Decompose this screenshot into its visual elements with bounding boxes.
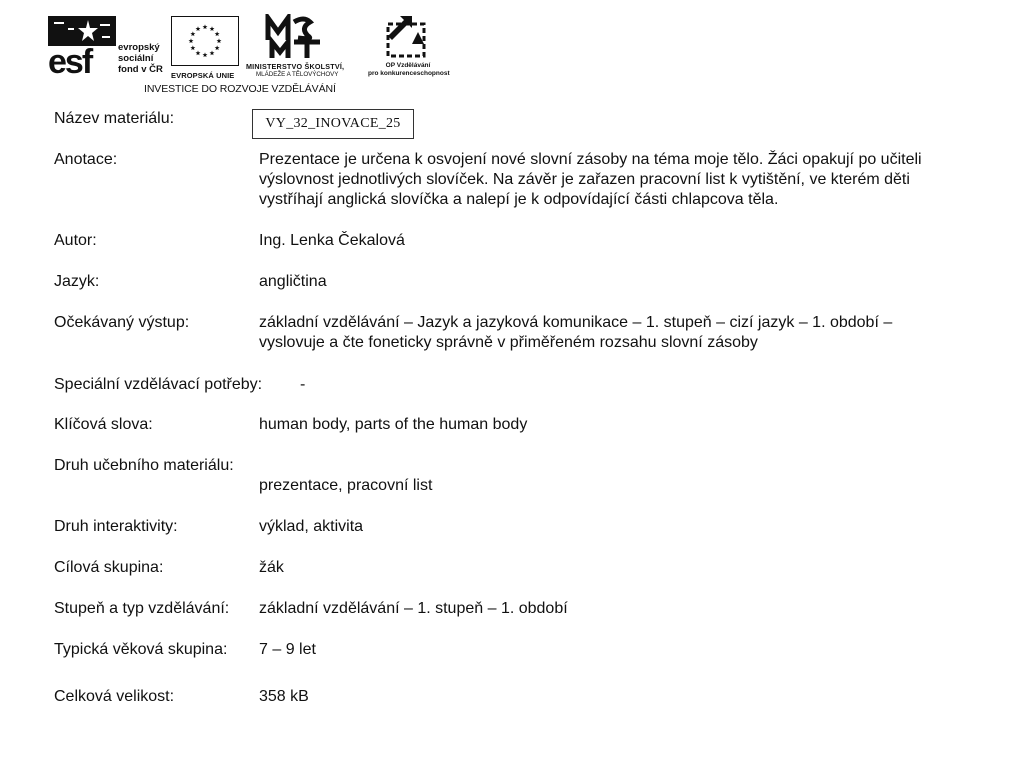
esf-words: evropský sociální fond v ČR (118, 42, 163, 75)
svg-text:esf: esf (48, 43, 92, 74)
eu-star-icon (210, 26, 215, 31)
field-value: prezentace, pracovní list (259, 477, 433, 494)
field-label: Anotace: (54, 151, 118, 168)
eu-star-icon (196, 26, 201, 31)
field-value: 7 – 9 let (259, 641, 316, 658)
field-value: základní vzdělávání – 1. stupeň – 1. období (259, 600, 568, 617)
field-value: human body, parts of the human body (259, 416, 528, 433)
field-label: Jazyk: (54, 273, 100, 290)
eu-star-icon (217, 38, 222, 43)
field-label: Očekávaný výstup: (54, 314, 190, 331)
field-value: základní vzdělávání – Jazyk a jazyková komunikace – 1. stupeň – cizí jazyk – 1. období – vyslovuje a čte foneticky správně v přiměřeném rozsahu slovní zásoby (259, 314, 893, 351)
eu-star-icon (203, 24, 208, 29)
field-label: Klíčová slova: (54, 416, 153, 433)
eu-star-icon (190, 31, 195, 36)
eu-star-icon (215, 45, 220, 50)
material-code-box: VY_32_INOVACE_25 (252, 109, 414, 139)
eu-star-icon (215, 31, 220, 36)
field-label: Druh učebního materiálu: (54, 457, 234, 474)
logo-strip: esf evropský sociální fond v ČR EVROPSKÁ UNIE MINISTERSTVO ŠKOLSTVÍ, MLÁDEŽE A TĚLOVÝCHOVY OP Vzdělávání pro konkurenceschopnost INVESTICE DO ROZVOJE VZDĚLÁVÁNÍ (48, 14, 448, 100)
eu-flag-icon (171, 16, 239, 66)
field-value: žák (259, 559, 284, 576)
field-value: Prezentace je určena k osvojení nové slovní zásoby na téma moje tělo. Žáci opakují po učiteli výslovnost jednotlivých slovíček. Na závěr je zařazen pracovní list k vytištění, ve kterém děti vystříhají anglická slovíčka a nalepí je k odpovídající části chlapcova těla. (259, 151, 922, 208)
eu-star-icon (190, 45, 195, 50)
op-arrow-icon (382, 14, 434, 60)
field-label: Celková velikost: (54, 688, 175, 705)
field-label: Druh interaktivity: (54, 518, 178, 535)
field-value: angličtina (259, 273, 327, 290)
eu-caption: EVROPSKÁ UNIE (171, 71, 235, 80)
field-value: Ing. Lenka Čekalová (259, 232, 405, 249)
eu-logo (171, 16, 241, 80)
esf-mark-icon (48, 16, 116, 74)
material-name-label: Název materiálu: (54, 110, 175, 127)
field-label: Autor: (54, 232, 97, 249)
field-label: Speciální vzdělávací potřeby: (54, 376, 263, 393)
eu-star-icon (196, 51, 201, 56)
field-value: výklad, aktivita (259, 518, 364, 535)
eu-star-icon (189, 38, 194, 43)
field-value: - (300, 376, 306, 393)
esf-logo (48, 16, 166, 76)
field-value: 358 kB (259, 688, 309, 705)
msmt-monogram-icon (264, 14, 334, 60)
investice-tagline: INVESTICE DO ROZVOJE VZDĚLÁVÁNÍ (144, 83, 336, 95)
eu-star-icon (203, 52, 208, 57)
eu-star-icon (210, 51, 215, 56)
field-label: Stupeň a typ vzdělávání: (54, 600, 230, 617)
field-label: Typická věková skupina: (54, 641, 228, 658)
field-label: Cílová skupina: (54, 559, 164, 576)
